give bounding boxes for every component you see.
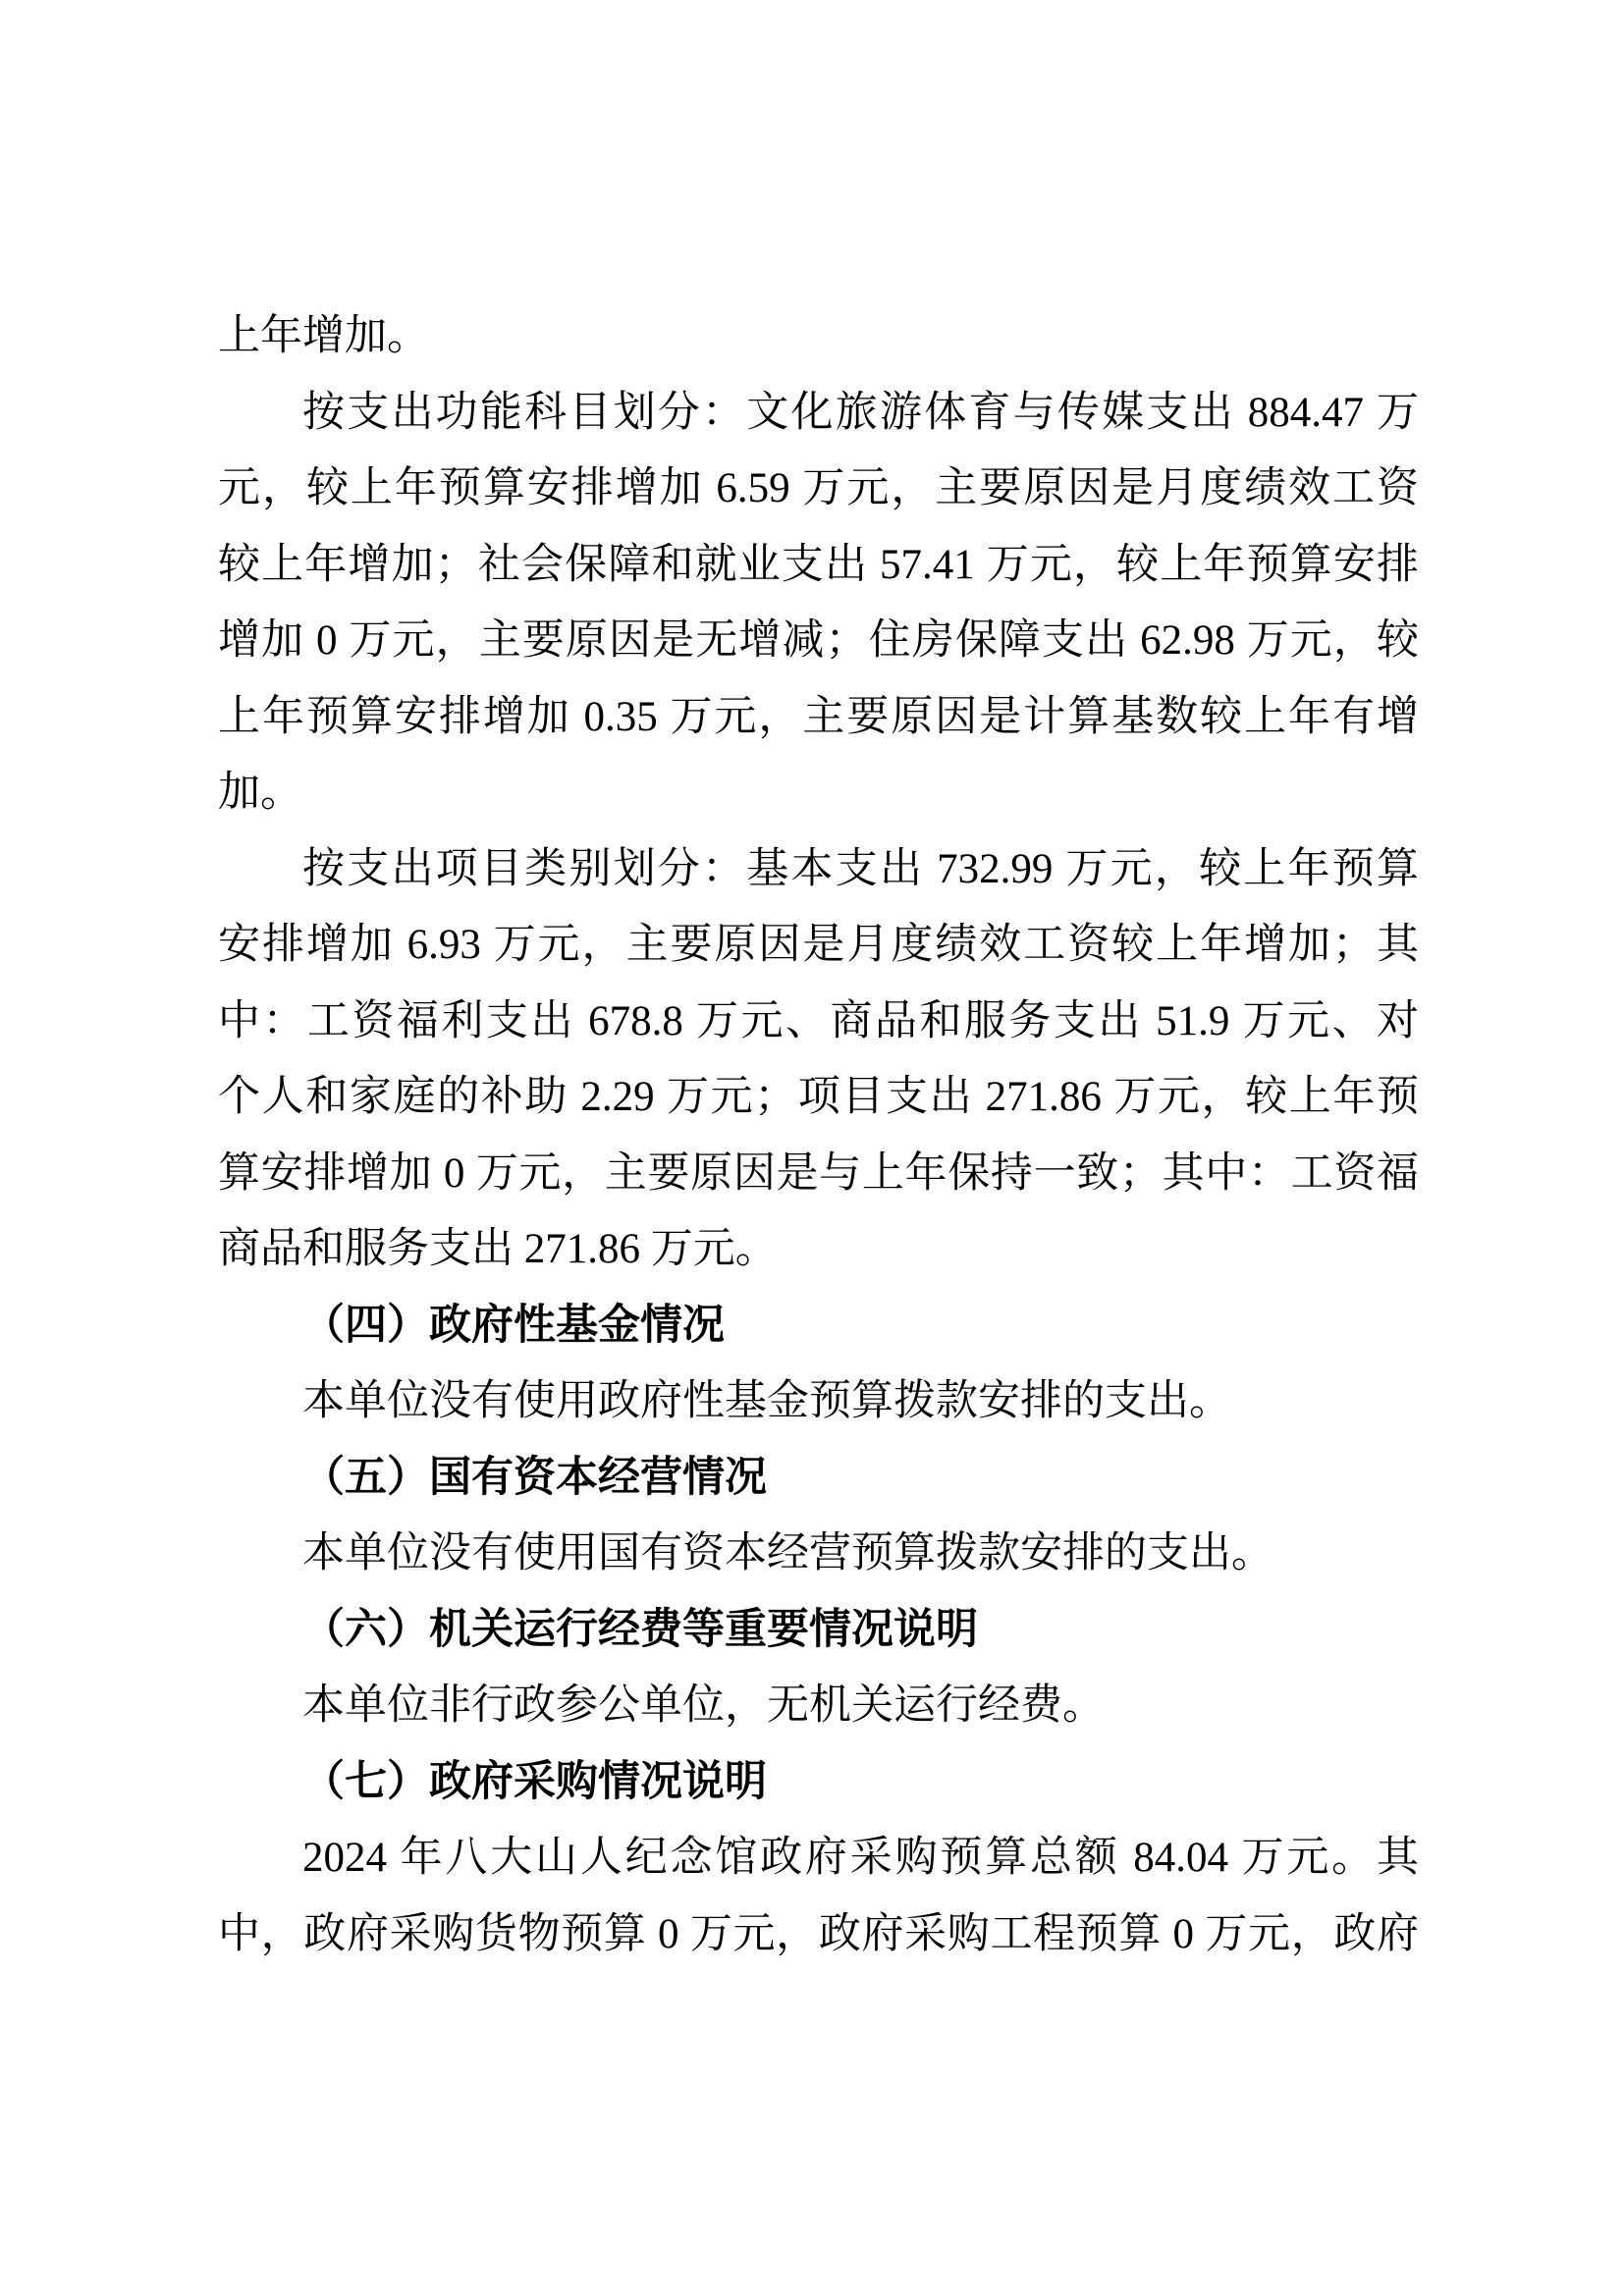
paragraph-line: 算安排增加 0 万元，主要原因是与上年保持一致；其中：工资福 — [218, 1149, 1419, 1197]
paragraph-line: 本单位没有使用政府性基金预算拨款安排的支出。 — [302, 1378, 1231, 1424]
paragraph-line: 中，政府采购货物预算 0 万元，政府采购工程预算 0 万元，政府 — [218, 1910, 1419, 1957]
section-heading-six: （六）机关运行经费等重要情况说明 — [302, 1606, 978, 1653]
document-body — [218, 298, 1419, 1972]
paragraph-line: 较上年增加；社会保障和就业支出 57.41 万元，较上年预算安排 — [218, 541, 1419, 588]
paragraph-line: 中：工资福利支出 678.8 万元、商品和服务支出 51.9 万元、对 — [218, 997, 1419, 1044]
paragraph-line: 按支出功能科目划分：文化旅游体育与传媒支出 884.47 万 — [302, 389, 1419, 436]
paragraph-line: 本单位非行政参公单位，无机关运行经费。 — [302, 1682, 1105, 1729]
paragraph-line: 上年预算安排增加 0.35 万元，主要原因是计算基数较上年有增 — [218, 693, 1419, 740]
paragraph-line: 本单位没有使用国有资本经营预算拨款安排的支出。 — [302, 1530, 1273, 1576]
paragraph-line: 上年增加。 — [218, 313, 429, 359]
paragraph-line: 加。 — [218, 770, 302, 816]
paragraph-line: 元，较上年预算安排增加 6.59 万元，主要原因是月度绩效工资 — [218, 465, 1419, 511]
paragraph-line: 2024 年八大山人纪念馆政府采购预算总额 84.04 万元。其 — [302, 1835, 1419, 1881]
paragraph-line: 商品和服务支出 271.86 万元。 — [218, 1226, 778, 1272]
paragraph-line: 安排增加 6.93 万元，主要原因是月度绩效工资较上年增加；其 — [218, 922, 1419, 968]
paragraph-line: 个人和家庭的补助 2.29 万元；项目支出 271.86 万元，较上年预 — [218, 1074, 1419, 1120]
paragraph-line: 增加 0 万元，主要原因是无增减；住房保障支出 62.98 万元，较 — [218, 617, 1419, 664]
section-heading-four: （四）政府性基金情况 — [302, 1302, 725, 1349]
paragraph-line: 按支出项目类别划分：基本支出 732.99 万元，较上年预算 — [302, 845, 1419, 892]
section-heading-seven: （七）政府采购情况说明 — [302, 1758, 767, 1805]
section-heading-five: （五）国有资本经营情况 — [302, 1454, 767, 1501]
